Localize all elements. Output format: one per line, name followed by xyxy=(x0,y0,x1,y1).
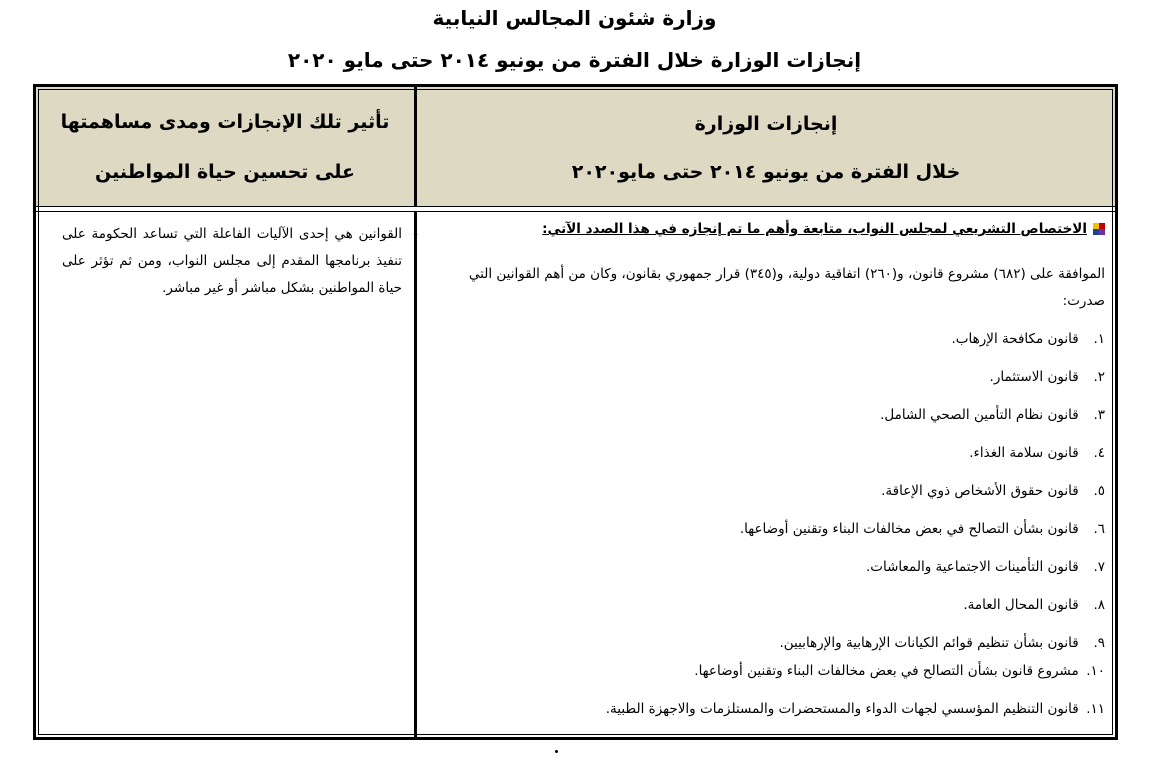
impact-text: القوانين هي إحدى الآليات الفاعلة التي تساعد الحكومة على تنفيذ برنامجها المقدم إلى مجلس النواب، ومن ثم تؤثر على حياة المواطنين بشكل مباشر أو غير مباشر. xyxy=(62,226,402,296)
list-item: ٥. قانون حقوق الأشخاص ذوي الإعاقة. xyxy=(881,483,1105,499)
achievements-header-line2: خلال الفترة من يونيو ٢٠١٤ حتى مايو٢٠٢٠ xyxy=(571,161,961,183)
list-item: ١. قانون مكافحة الإرهاب. xyxy=(951,331,1105,347)
list-item: ٦. قانون بشأن التصالح في بعض مخالفات البناء وتقنين أوضاعها. xyxy=(739,521,1105,537)
approvals-intro: الموافقة على (٦٨٢) مشروع قانون، و(٢٦٠) اتفاقية دولية، و(٣٤٥) قرار جمهوري بقانون، وكان من أهم القوانين التي صدرت: xyxy=(468,266,1105,309)
list-item: ١٠. مشروع قانون بشأن التصالح في بعض مخالفات البناء وتقنين أوضاعها. xyxy=(694,663,1105,679)
list-item: ٨. قانون المحال العامة. xyxy=(963,597,1105,613)
impact-bullet: - xyxy=(413,226,418,242)
page-dot xyxy=(555,750,558,753)
page-subtitle: إنجازات الوزارة خلال الفترة من يونيو ٢٠١٤ حتى مايو ٢٠٢٠ xyxy=(287,48,862,72)
legislative-heading xyxy=(542,221,1105,237)
ministry-name: وزارة شئون المجالس النيابية xyxy=(432,6,717,30)
colored-square-bullet-icon xyxy=(1093,223,1105,235)
achievements-table xyxy=(33,84,1118,740)
legislative-heading-text: الاختصاص التشريعي لمجلس النواب، متابعة وأهم ما تم إنجازه في هذا الصدد الآتي: xyxy=(542,221,1087,237)
list-item: ٧. قانون التأمينات الاجتماعية والمعاشات. xyxy=(865,559,1105,575)
achievements-header-line1: إنجازات الوزارة xyxy=(694,113,838,135)
list-item: ٢. قانون الاستثمار. xyxy=(989,369,1105,385)
impact-cell xyxy=(36,211,418,737)
list-item: ١١. قانون التنظيم المؤسسي لجهات الدواء والمستحضرات والمستلزمات والاجهزة الطبية. xyxy=(605,701,1105,717)
achievements-cell xyxy=(414,211,1115,737)
list-item: ٤. قانون سلامة الغذاء. xyxy=(969,445,1105,461)
achievements-column-header xyxy=(414,87,1115,207)
impact-text-block xyxy=(62,221,418,302)
impact-header-line2: على تحسين حياة المواطنين xyxy=(95,161,355,183)
impact-header-line1: تأثير تلك الإنجازات ومدى مساهمتها xyxy=(60,111,390,133)
list-item: ٩. قانون بشأن تنظيم قوائم الكيانات الإرهابية والإرهابيين. xyxy=(779,635,1105,651)
impact-column-header xyxy=(36,87,414,207)
list-item: ٣. قانون نظام التأمين الصحي الشامل. xyxy=(880,407,1105,423)
